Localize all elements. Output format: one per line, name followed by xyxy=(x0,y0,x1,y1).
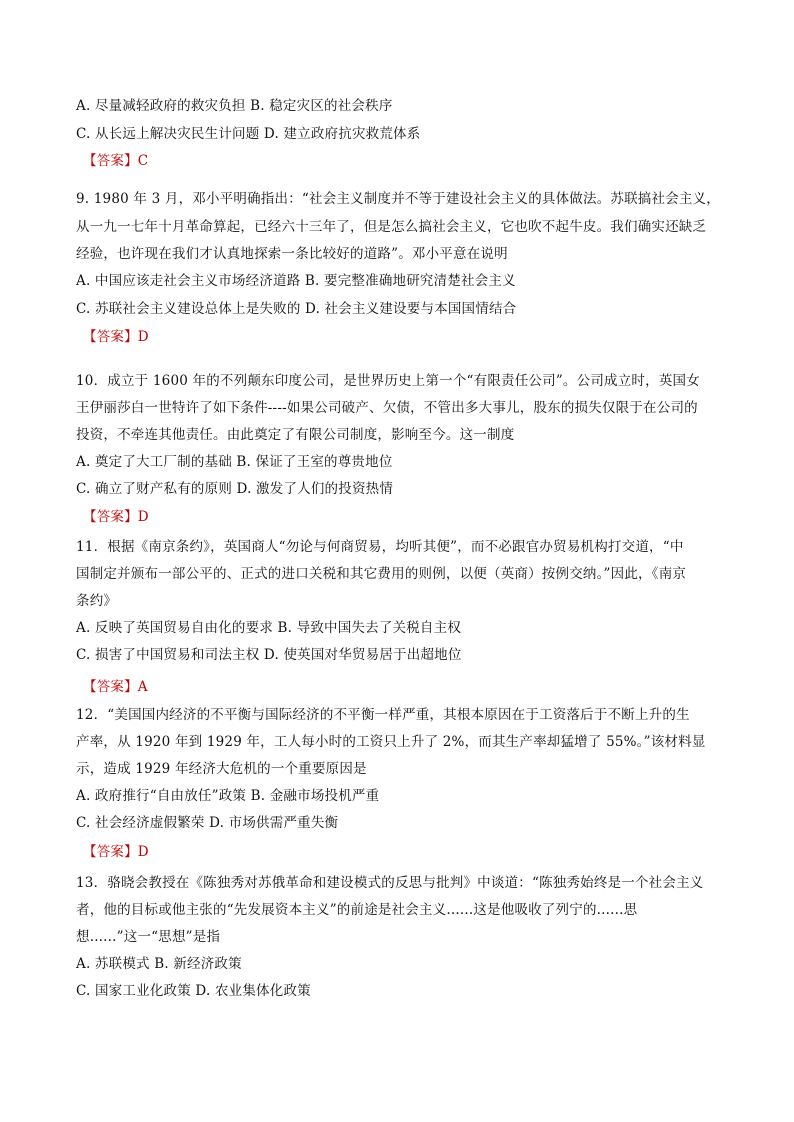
q12-options-cd: C. 社会经济虚假繁荣 D. 市场供需严重失衡 xyxy=(76,815,339,831)
q10-stem-line-1: 10．成立于 1600 年的不列颠东印度公司，是世界历史上第一个“有限责任公司”。公司成立时，英国女 xyxy=(76,373,700,389)
q8-answer: 【答案】C xyxy=(83,153,149,169)
q12-stem-line-3: 示，造成 1929 年经济大危机的一个重要原因是 xyxy=(76,761,367,777)
q10-answer: 【答案】D xyxy=(83,509,149,525)
q10-options-ab: A. 奠定了大工厂制的基础 B. 保证了王室的尊贵地位 xyxy=(76,454,393,470)
q9-stem-line-2: 从一九一七年十月革命算起，已经六十三年了，但是怎么搞社会主义，它也吹不起牛皮。我们确实还缺乏 xyxy=(76,219,707,235)
q10-options-cd: C. 确立了财产私有的原则 D. 激发了人们的投资热情 xyxy=(76,481,394,497)
q9-options-ab: A. 中国应该走社会主义市场经济道路 B. 要完整准确地研究清楚社会主义 xyxy=(76,273,516,289)
q11-answer: 【答案】A xyxy=(83,679,148,695)
q9-stem-line-3: 经验，也许现在我们才认真地探索一条比较好的道路”。邓小平意在说明 xyxy=(76,246,508,262)
q10-stem-line-3: 投资，不牵连其他责任。由此奠定了有限公司制度，影响至今。这一制度 xyxy=(76,427,515,443)
q11-stem-line-2: 国制定并颁布一部公平的、正式的进口关税和其它费用的则例，以便（英商）按例交纳。”因此，《南京 xyxy=(76,566,687,582)
q10-stem-line-2: 王伊丽莎白一世特许了如下条件----如果公司破产、欠债，不管出多大事儿，股东的损失仅限于在公司的 xyxy=(76,400,698,416)
q13-stem-line-3: 想......”这一“思想”是指 xyxy=(76,929,221,945)
q12-options-ab: A. 政府推行“自由放任”政策 B. 金融市场投机严重 xyxy=(76,788,380,804)
q8-options-ab: A. 尽量减轻政府的救灾负担 B. 稳定灾区的社会秩序 xyxy=(76,98,393,114)
q11-stem-line-3: 条约》 xyxy=(76,593,118,609)
q12-stem-line-2: 产率，从 1920 年到 1929 年，工人每小时的工资只上升了 2%，而其生产率却猛增了 55%。”该材料显 xyxy=(76,734,706,750)
q13-stem-line-2: 者，他的目标或他主张的“先发展资本主义”的前途是社会主义......这是他吸收了列宁的......思 xyxy=(76,902,638,918)
q13-options-cd: C. 国家工业化政策 D. 农业集体化政策 xyxy=(76,983,311,999)
q9-options-cd: C. 苏联社会主义建设总体上是失败的 D. 社会主义建设要与本国国情结合 xyxy=(76,301,517,317)
q8-options-cd: C. 从长远上解决灾民生计问题 D. 建立政府抗灾救荒体系 xyxy=(76,126,421,142)
q11-stem-line-1: 11．根据《南京条约》，英国商人“勿论与何商贸易，均听其便”，而不必跟官办贸易机构打交道，“中 xyxy=(76,539,684,555)
q9-stem-line-1: 9. 1980 年 3 月，邓小平明确指出：“社会主义制度并不等于建设社会主义的具体做法。苏联搞社会主义， xyxy=(76,191,720,207)
q12-stem-line-1: 12．“美国国内经济的不平衡与国际经济的不平衡一样严重，其根本原因在于工资落后于不断上升的生 xyxy=(76,707,690,723)
q12-answer: 【答案】D xyxy=(83,844,149,860)
q11-options-ab: A. 反映了英国贸易自由化的要求 B. 导致中国失去了关税自主权 xyxy=(76,620,462,636)
q13-stem-line-1: 13．骆晓会教授在《陈独秀对苏俄革命和建设模式的反思与批判》中谈道：“陈独秀始终是一个社会主义 xyxy=(76,875,704,891)
q13-options-ab: A. 苏联模式 B. 新经济政策 xyxy=(76,956,242,972)
q9-answer: 【答案】D xyxy=(83,329,149,345)
q11-options-cd: C. 损害了中国贸易和司法主权 D. 使英国对华贸易居于出超地位 xyxy=(76,647,462,663)
